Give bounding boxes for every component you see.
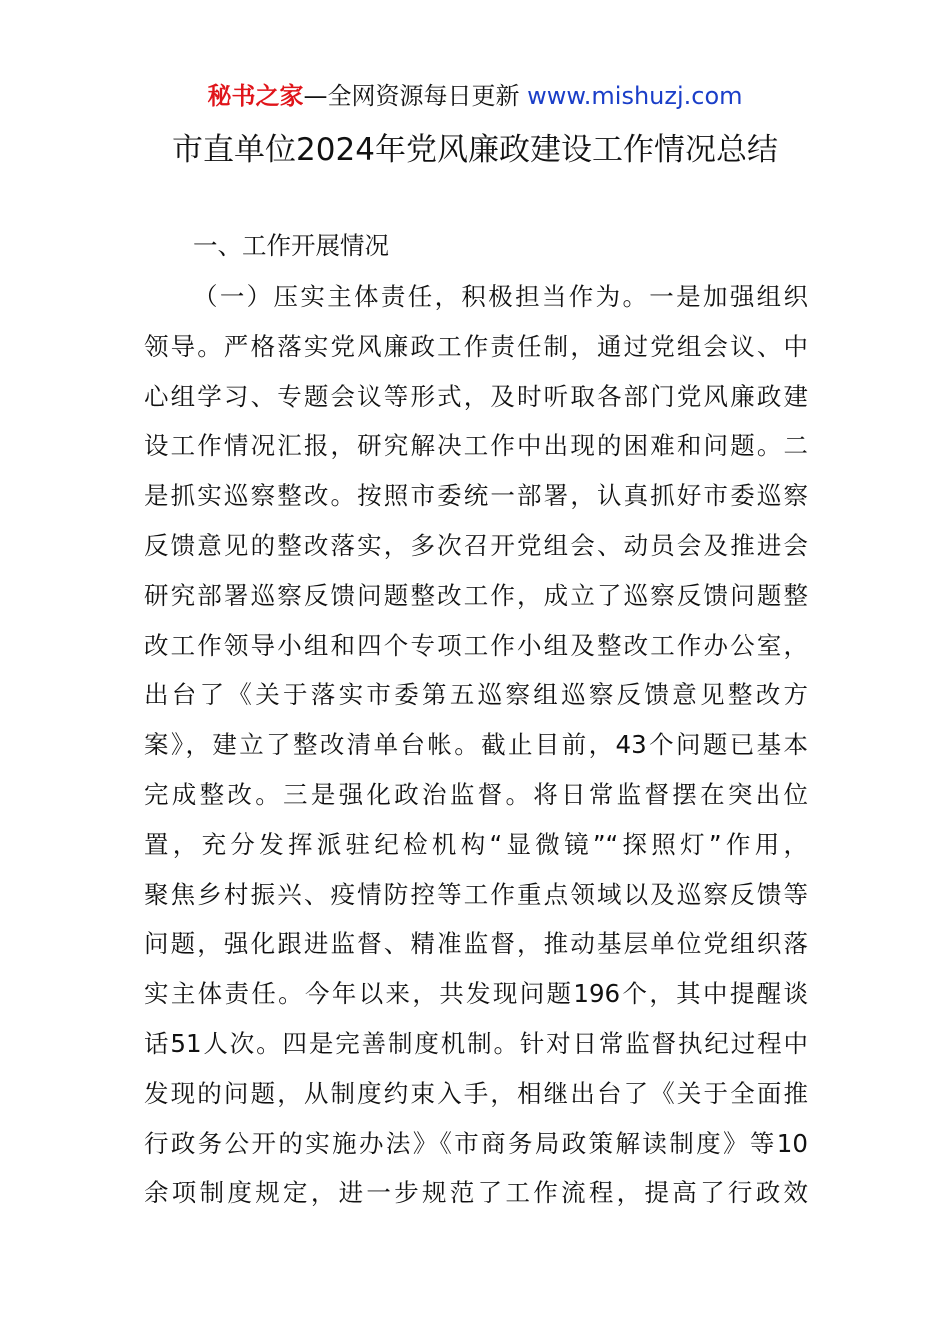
body-line: 完成整改。三是强化政治监督。将日常监督摆在突出位	[144, 780, 808, 809]
body-line: 话51人次。四是完善制度机制。针对日常监督执纪过程中	[144, 1029, 808, 1058]
body-line: 心组学习、专题会议等形式，及时听取各部门党风廉政建	[144, 381, 808, 411]
site-banner	[0, 78, 950, 114]
section-heading: 一、工作开展情况	[193, 231, 389, 260]
body-line: 反馈意见的整改落实，多次召开党组会、动员会及推进会	[144, 531, 808, 560]
body-line: 出台了《关于落实市委第五巡察组巡察反馈意见整改方	[144, 680, 808, 710]
body-line: 研究部署巡察反馈问题整改工作，成立了巡察反馈问题整	[144, 580, 808, 610]
body-line: 置，充分发挥派驻纪检机构“显微镜”“探照灯”作用，	[144, 829, 808, 859]
site-url-link[interactable]: www.mishuzj.com	[527, 82, 743, 110]
body-line: 改工作领导小组和四个专项工作小组及整改工作办公室，	[144, 630, 808, 660]
body-line: （一）压实主体责任，积极担当作为。一是加强组织	[193, 282, 808, 311]
body-line: 聚焦乡村振兴、疫情防控等工作重点领域以及巡察反馈等	[144, 879, 808, 909]
body-line: 实主体责任。今年以来，共发现问题196个，其中提醒谈	[144, 979, 808, 1009]
brand-name: 秘书之家	[207, 82, 304, 110]
body-line: 领导。严格落实党风廉政工作责任制，通过党组会议、中	[144, 331, 808, 361]
body-line: 余项制度规定，进一步规范了工作流程，提高了行政效	[144, 1178, 808, 1208]
body-line: 案》，建立了整改清单台帐。截止目前，43个问题已基本	[144, 730, 808, 760]
banner-tagline: —全网资源每日更新	[303, 82, 528, 110]
body-line: 问题，强化跟进监督、精准监督，推动基层单位党组织落	[144, 929, 808, 959]
body-line: 发现的问题，从制度约束入手，相继出台了《关于全面推	[144, 1078, 808, 1108]
body-line: 设工作情况汇报，研究解决工作中出现的困难和问题。二	[144, 431, 808, 461]
document-title: 市直单位2024年党风廉政建设工作情况总结	[172, 132, 778, 168]
body-line: 行政务公开的实施办法》《市商务局政策解读制度》等10	[144, 1128, 808, 1158]
body-line: 是抓实巡察整改。按照市委统一部署，认真抓好市委巡察	[144, 481, 808, 511]
